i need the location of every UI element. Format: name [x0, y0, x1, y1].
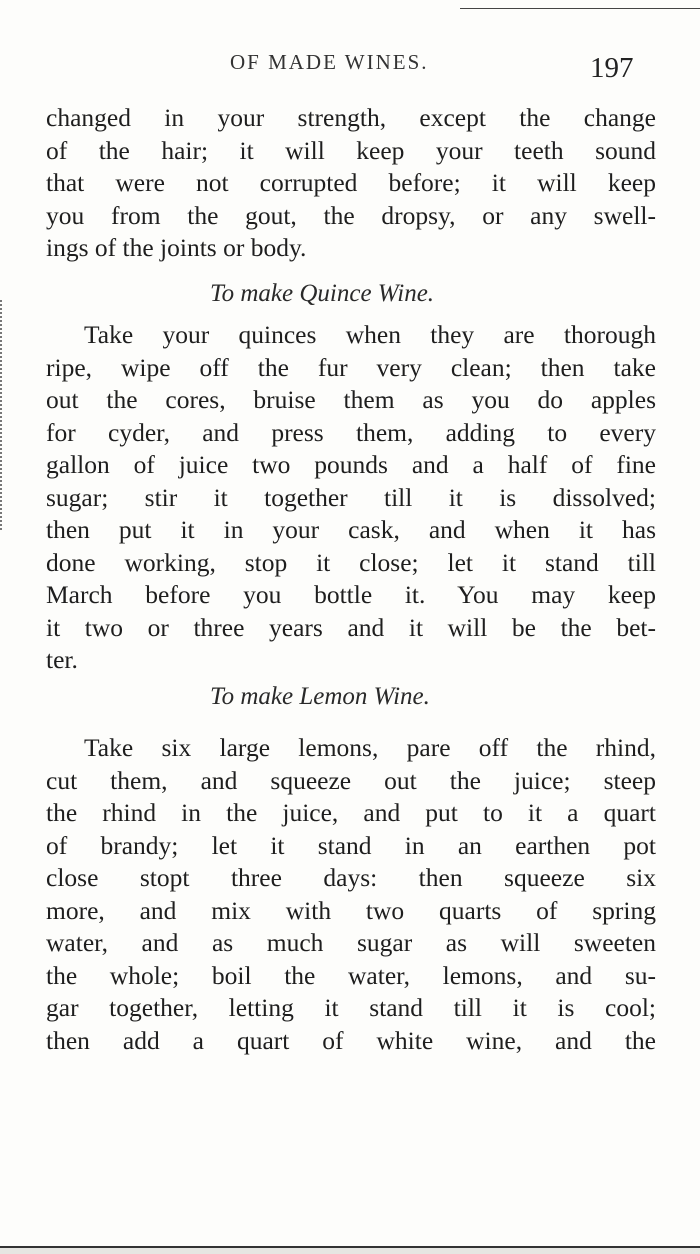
text-line: that were not corrupted before; it will keep — [46, 168, 656, 197]
text-line: ripe, wipe off the fur very clean; then take — [46, 352, 656, 382]
text-line: changed in your strength, except the change — [46, 103, 656, 132]
text-line: gallon of juice two pounds and a half of fine — [46, 450, 656, 479]
text-line: you from the gout, the dropsy, or any swell- — [46, 200, 656, 230]
page-edge-left — [0, 300, 5, 530]
text-line: the rhind in the juice, and put to it a quart — [46, 798, 656, 827]
text-line: then put it in your cask, and when it has — [46, 515, 656, 544]
quince-wine-paragraph — [46, 319, 656, 677]
text-line: out the cores, bruise them as you do apples — [46, 385, 656, 414]
text-line: cut them, and squeeze out the juice; steep — [46, 765, 656, 795]
text-line: ings of the joints or body. — [46, 233, 307, 262]
lemon-wine-heading: To make Lemon Wine. — [210, 683, 430, 710]
text-line: sugar; stir it together till it is dissolved; — [46, 482, 656, 512]
page-edge-bottom — [0, 1246, 700, 1254]
page-edge-top — [460, 0, 700, 9]
text-line: close stopt three days: then squeeze six — [46, 863, 656, 892]
text-line: for cyder, and press them, adding to every — [46, 417, 656, 447]
text-line: more, and mix with two quarts of spring — [46, 895, 656, 925]
lemon-wine-paragraph — [46, 732, 656, 1057]
text-line: Take six large lemons, pare off the rhind, — [84, 733, 656, 762]
page-number: 197 — [590, 52, 634, 84]
text-line: Take your quinces when they are thorough — [84, 320, 656, 349]
text-line: ter. — [46, 645, 78, 674]
text-line: water, and as much sugar as will sweeten — [46, 928, 656, 957]
quince-wine-heading: To make Quince Wine. — [210, 280, 435, 307]
text-line: March before you bottle it. You may keep — [46, 580, 656, 609]
intro-paragraph — [46, 102, 656, 265]
text-line: done working, stop it close; let it stand till — [46, 547, 656, 577]
text-line: of brandy; let it stand in an earthen pot — [46, 830, 656, 860]
text-line: it two or three years and it will be the bet- — [46, 612, 656, 642]
text-line: gar together, letting it stand till it is cool; — [46, 993, 656, 1022]
text-line: of the hair; it will keep your teeth sound — [46, 135, 656, 165]
running-head: OF MADE WINES. — [230, 50, 429, 74]
text-line: then add a quart of white wine, and the — [46, 1025, 656, 1055]
text-line: the whole; boil the water, lemons, and su- — [46, 960, 656, 990]
